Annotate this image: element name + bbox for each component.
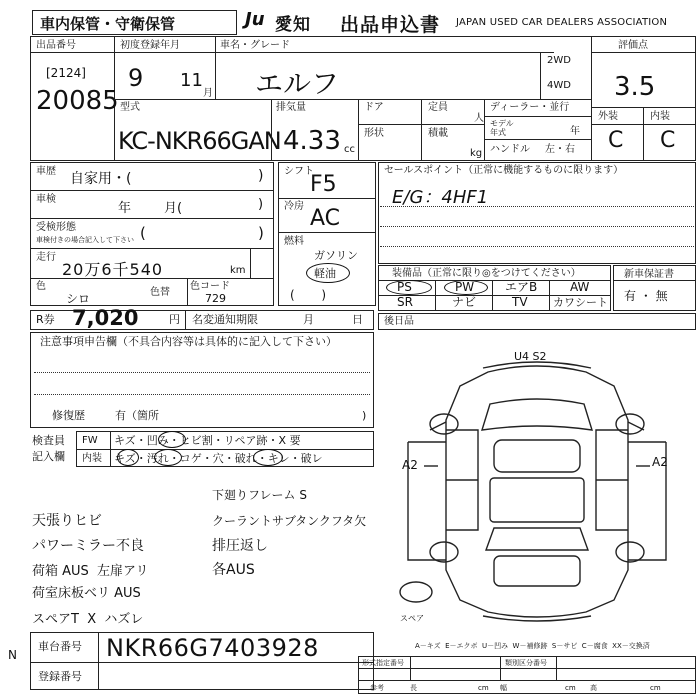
- ext-code: FW: [82, 435, 98, 446]
- note-left-5: スペアT X ハズレ: [32, 612, 144, 627]
- tear-circle: [253, 449, 283, 466]
- deadline-label: 名変通知期限: [192, 313, 258, 326]
- rear-label: 後日品: [384, 316, 414, 327]
- deadline-day: 日: [352, 313, 363, 326]
- equip-navi: ナビ: [452, 295, 477, 309]
- logo-prefecture: 愛知: [275, 15, 311, 35]
- inspector-label: 検査員: [32, 434, 65, 447]
- warranty-label: 新車保証書: [624, 269, 674, 280]
- deadline-month: 月: [303, 313, 314, 326]
- exterior-label: 外装: [598, 111, 618, 122]
- drive-4wd: 4WD: [547, 80, 571, 91]
- storage-label: 車内保管・守衛保管: [40, 15, 176, 33]
- exterior-grade: C: [608, 128, 624, 153]
- designation-label: 形式指定番号: [362, 659, 404, 667]
- selling-text: E/G：4HF1: [392, 187, 489, 208]
- spare-label: スペア: [400, 614, 424, 623]
- diagram-left-mark: A2: [402, 458, 418, 472]
- fuel-other: ( ): [290, 288, 327, 302]
- car-diagram: [378, 360, 696, 625]
- transfer-note: 車検付きの場合記入して下さい: [36, 236, 134, 244]
- color-code-label: 色コード: [190, 281, 230, 292]
- fuel-label: 燃料: [284, 236, 304, 247]
- length-unit: cm: [478, 684, 489, 692]
- repair-label: 修復歴: [52, 409, 85, 422]
- note-left-4: 荷室床板ベリ AUS: [32, 586, 141, 601]
- note-left-1: 天張りヒビ: [32, 513, 102, 529]
- year-unit: 年: [570, 126, 580, 137]
- diagram-top-mark: U4 S2: [514, 350, 547, 363]
- displacement-unit: cc: [344, 144, 355, 155]
- note-left-3: 荷箱 AUS 左扉アリ: [32, 564, 149, 579]
- note-right-4: 各AUS: [212, 562, 255, 578]
- inspection-label: 車検: [36, 194, 56, 205]
- ju-logo: Ju: [245, 9, 265, 30]
- transfer-close: ): [258, 224, 264, 242]
- selling-label: セールスポイント（正常に機能するものに限ります）: [384, 165, 624, 176]
- color-change-label: 色替: [150, 287, 170, 298]
- seats-label: 定員: [428, 102, 448, 113]
- shift-label: シフト: [284, 166, 314, 177]
- category-label: 類別区分番号: [505, 659, 547, 667]
- damage-legend: A－キズ E－エクボ U－凹み W－補修跡 S－サビ C－腐食 XX－交換済: [415, 642, 650, 650]
- warranty-options: 有 ・ 無: [624, 289, 668, 303]
- ext-items: キズ・凹み・ヒビ割・リペア跡・X 要: [114, 434, 301, 447]
- note-right-3: 排圧返し: [212, 538, 268, 554]
- dealer-label: ディーラー・並行: [490, 102, 570, 113]
- interior-label: 内装: [650, 111, 670, 122]
- color-code: 729: [205, 292, 226, 305]
- load-unit: kg: [470, 148, 483, 159]
- registration-label: 登録番号: [38, 670, 82, 683]
- grade-label: 評価点: [618, 40, 648, 51]
- height-label: 高: [590, 684, 597, 692]
- equip-sr: SR: [397, 295, 413, 309]
- car-name: エルフ: [255, 67, 340, 100]
- lot-label: 出品番号: [36, 40, 76, 51]
- entry-label: 記入欄: [32, 450, 65, 463]
- doors-label: ドア: [364, 102, 384, 113]
- history-label: 車歴: [36, 166, 56, 177]
- equip-pw-circle: [444, 280, 488, 295]
- association-name: JAPAN USED CAR DEALERS ASSOCIATION: [456, 17, 668, 28]
- history-value: 自家用・(: [70, 171, 132, 187]
- transfer-open: (: [140, 224, 146, 242]
- int-code: 内装: [82, 453, 102, 464]
- model-label: 型式: [120, 102, 140, 113]
- chassis-label: 車台番号: [38, 640, 82, 653]
- side-mark: N: [8, 648, 17, 662]
- equip-ps: PS: [397, 280, 412, 294]
- equipment-label: 装備品（正常に限り◎をつけてください）: [392, 268, 581, 279]
- fuel-diesel: 軽油: [314, 267, 336, 280]
- displacement: 4.33: [283, 126, 341, 156]
- color-value: シロ: [66, 292, 91, 306]
- handle-label: ハンドル: [490, 144, 530, 155]
- lot-small-number: [2124]: [46, 66, 86, 80]
- model-number: KC-NKR66GAN: [118, 127, 281, 155]
- shift-value: F5: [310, 172, 337, 197]
- dirt-circle: [117, 449, 139, 466]
- note-right-1: 下廻りフレーム S: [212, 488, 307, 502]
- ac-value: AC: [310, 206, 341, 231]
- recycle-label: R券: [36, 313, 55, 326]
- load-label: 積載: [428, 128, 448, 139]
- first-reg-month: 11: [180, 70, 203, 91]
- width-label: 幅: [500, 684, 507, 692]
- lot-number: 20085: [36, 86, 119, 116]
- car-name-label: 車名・グレード: [220, 40, 290, 51]
- length-label: 長: [410, 684, 417, 692]
- equip-leather-seat: カワシート: [553, 296, 608, 309]
- selling-frame: [378, 162, 696, 264]
- mileage-value: 20万6千540: [62, 260, 164, 279]
- inspection-close: ): [258, 197, 264, 212]
- color-label: 色: [36, 281, 46, 292]
- int-items: キズ・汚れ・コゲ・穴・破れ・キレ・破レ: [114, 452, 323, 465]
- model-year-label: モデル 年式: [490, 119, 514, 137]
- height-unit: cm: [650, 684, 661, 692]
- grade-score: 3.5: [614, 72, 656, 102]
- displacement-label: 排気量: [276, 102, 306, 113]
- equip-tv: TV: [512, 295, 528, 309]
- first-reg-label: 初度登録年月: [120, 40, 180, 51]
- note-right-2: クーラントサブタンクフタ欠: [212, 514, 367, 528]
- month-unit: 月: [203, 88, 213, 99]
- stain-circle: [154, 449, 182, 466]
- drive-2wd: 2WD: [547, 55, 571, 66]
- first-reg-year: 9: [128, 64, 144, 92]
- form-title: 出品申込書: [340, 14, 441, 36]
- recycle-unit: 円: [169, 313, 180, 326]
- interior-grade: C: [660, 128, 676, 153]
- rear-frame: [378, 313, 696, 330]
- reference-label: 参考: [370, 684, 384, 692]
- mileage-label: 走行: [36, 252, 56, 263]
- mileage-unit: km: [230, 265, 246, 276]
- shape-label: 形状: [364, 128, 384, 139]
- history-frame: [30, 162, 274, 306]
- seats-unit: 人: [474, 113, 484, 124]
- inspection-value: 年 月(: [118, 201, 183, 216]
- fuel-gasoline: ガソリン: [314, 249, 358, 262]
- equip-ps-circle: [386, 280, 432, 295]
- diagram-right-mark: A2: [652, 455, 668, 469]
- repair-close: ): [362, 409, 367, 422]
- handle-options: 左・右: [545, 144, 575, 155]
- history-close: ): [258, 168, 264, 184]
- dent-circle: [158, 431, 186, 448]
- transfer-label: 受検形態: [36, 222, 76, 233]
- recycle-amount: 7,020: [72, 306, 139, 330]
- equip-pw: PW: [455, 280, 475, 294]
- repair-value: 有（箇所: [115, 409, 159, 422]
- chassis-number: NKR66G7403928: [106, 634, 319, 662]
- width-unit: cm: [565, 684, 576, 692]
- ac-label: 冷房: [284, 201, 304, 212]
- fuel-diesel-circle: [306, 263, 350, 283]
- note-left-2: パワーミラー不良: [32, 538, 144, 554]
- notes-label: 注意事項申告欄（不具合内容等は具体的に記入して下さい）: [40, 335, 337, 348]
- equip-airbag: エアB: [505, 280, 538, 294]
- equip-aw: AW: [570, 280, 590, 294]
